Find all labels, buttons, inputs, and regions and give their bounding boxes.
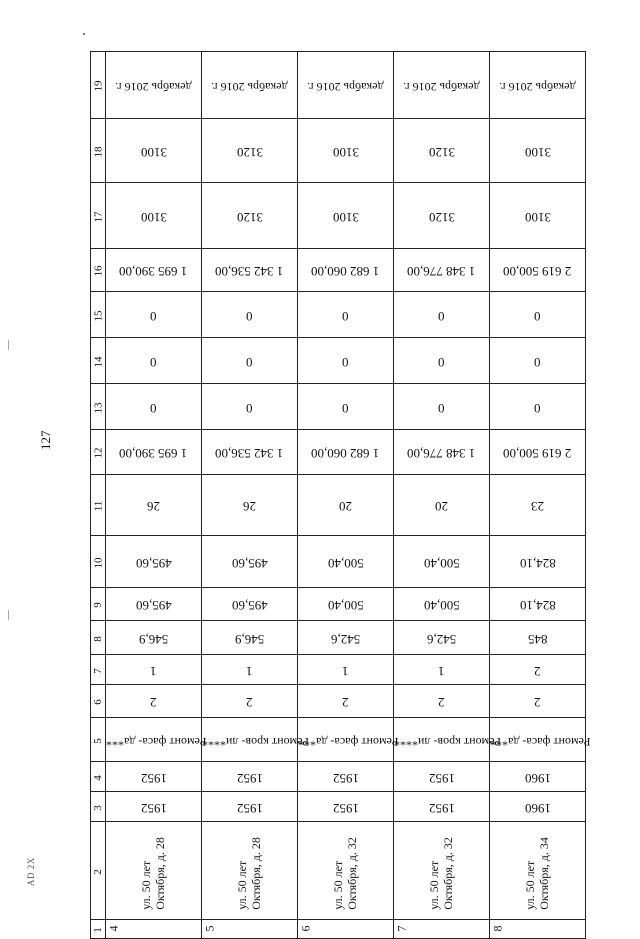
table-cell: 3120: [202, 119, 298, 183]
table-cell: 3100: [298, 119, 394, 183]
table-cell: 0: [202, 338, 298, 384]
table-row-col3: [91, 792, 586, 822]
table-cell: 3120: [394, 119, 490, 183]
table-cell: 1 695 390,00: [106, 430, 202, 475]
corner-mark: AD 2X: [26, 857, 36, 886]
table-cell: 495,60: [202, 536, 298, 588]
col-header-18: 18: [91, 119, 106, 183]
table-cell: 495,60: [202, 588, 298, 621]
table-cell: Ремонт кров- ли****: [394, 718, 490, 762]
table-row-col11: [91, 475, 586, 536]
row-number: 6: [298, 920, 394, 939]
table-cell: Ремонт фаса- да***: [490, 718, 586, 762]
cell-date-r5: декабрь 2016 г.: [202, 52, 298, 119]
table-cell: 1 348 776,00: [394, 430, 490, 475]
col-header-7: 7: [91, 655, 106, 685]
table-row-col14: [91, 338, 586, 384]
scan-dot: [83, 33, 85, 35]
table-cell: 1: [106, 655, 202, 685]
table-cell: 2: [490, 655, 586, 685]
table-cell: 0: [298, 384, 394, 430]
col-header-4: 4: [91, 762, 106, 792]
col-header-16: 16: [91, 249, 106, 292]
table-cell: 542,6: [298, 621, 394, 655]
table-cell: 500,40: [298, 536, 394, 588]
table-cell: Ремонт фаса- да***: [106, 718, 202, 762]
table-cell: 2: [298, 685, 394, 718]
col-header-13: 13: [91, 384, 106, 430]
table-cell: 0: [394, 384, 490, 430]
table-cell: 2: [490, 685, 586, 718]
table-cell: 1952: [394, 792, 490, 822]
table-cell: 1960: [490, 792, 586, 822]
table-cell: 495,60: [106, 588, 202, 621]
table-row-col5: [91, 718, 586, 762]
edge-tick: [8, 610, 9, 620]
col-header-1: 1: [91, 920, 106, 939]
edge-tick: [8, 340, 9, 350]
table-cell: 26: [106, 475, 202, 536]
table-row-col13: [91, 384, 586, 430]
col-header-9: 9: [91, 588, 106, 621]
col-header-2: 2: [91, 822, 106, 920]
row-number: 8: [490, 920, 586, 939]
table-cell: 3100: [106, 183, 202, 249]
table-cell: 0: [106, 292, 202, 338]
table-cell: 1952: [298, 762, 394, 792]
table-cell: 2: [202, 685, 298, 718]
table-cell: 0: [202, 292, 298, 338]
table-row-col12: [91, 430, 586, 475]
table-cell-address: ул. 50 лет Октября, д. 28: [106, 822, 202, 920]
table-cell: 542,6: [394, 621, 490, 655]
table-cell: 0: [202, 384, 298, 430]
table-row-col9: [91, 588, 586, 621]
table-row-col15: [91, 292, 586, 338]
table-cell: 495,60: [106, 536, 202, 588]
col-header-14: 14: [91, 338, 106, 384]
table-row-col8: [91, 621, 586, 655]
row-number: 4: [106, 920, 202, 939]
table-cell: 3120: [394, 183, 490, 249]
cell-date-r6: декабрь 2016 г.: [298, 52, 394, 119]
table-cell: 3100: [106, 119, 202, 183]
table-cell: 1952: [202, 792, 298, 822]
table-cell: 0: [106, 384, 202, 430]
col-header-19: 19: [91, 52, 106, 119]
table-cell: 1 342 536,00: [202, 249, 298, 292]
col-header-5: 5: [91, 718, 106, 762]
col-header-6: 6: [91, 685, 106, 718]
table-row-col7: [91, 655, 586, 685]
table-cell: 1: [202, 655, 298, 685]
table-cell: 20: [394, 475, 490, 536]
table-row-col19: [91, 52, 586, 119]
table-row-col1: [91, 920, 586, 939]
table-row-col6: [91, 685, 586, 718]
table-cell: 1952: [202, 762, 298, 792]
table-cell: 2 619 500,00: [490, 430, 586, 475]
table-cell: 1952: [106, 792, 202, 822]
table-cell: 500,40: [394, 588, 490, 621]
table-cell: 0: [106, 338, 202, 384]
table-cell: 824,10: [490, 588, 586, 621]
table-cell: 2: [394, 685, 490, 718]
table-cell: 1952: [298, 792, 394, 822]
col-header-11: 11: [91, 475, 106, 536]
page-number: 127: [38, 430, 53, 450]
table-cell: 0: [490, 292, 586, 338]
table-cell: 1960: [490, 762, 586, 792]
cell-date-r4: декабрь 2016 г.: [106, 52, 202, 119]
col-header-12: 12: [91, 430, 106, 475]
cell-date-r7: декабрь 2016 г.: [394, 52, 490, 119]
col-header-10: 10: [91, 536, 106, 588]
table-cell: 845: [490, 621, 586, 655]
rotated-data-table: [90, 51, 591, 933]
table-cell: Ремонт кров- ли****: [202, 718, 298, 762]
table-cell: 0: [298, 338, 394, 384]
table-cell-address: ул. 50 лет Октября, д. 32: [394, 822, 490, 920]
table-cell: 3100: [490, 183, 586, 249]
table-cell: 0: [394, 338, 490, 384]
table-row-col4: [91, 762, 586, 792]
cell-date-r8: декабрь 2016 г.: [490, 52, 586, 119]
col-header-17: 17: [91, 183, 106, 249]
col-header-8: 8: [91, 621, 106, 655]
table-cell-address: ул. 50 лет Октября, д. 32: [298, 822, 394, 920]
col-header-15: 15: [91, 292, 106, 338]
table-cell: 1: [394, 655, 490, 685]
row-number: 5: [202, 920, 298, 939]
table-row-col18: [91, 119, 586, 183]
table-cell: 0: [394, 292, 490, 338]
table-cell: 0: [298, 292, 394, 338]
table-row-col17: [91, 183, 586, 249]
table-cell: 546,9: [106, 621, 202, 655]
table-cell: 1 695 390,00: [106, 249, 202, 292]
table-row-col10: [91, 536, 586, 588]
table-cell: 824,10: [490, 536, 586, 588]
row-number: 7: [394, 920, 490, 939]
table-cell: 20: [298, 475, 394, 536]
table-cell: 2 619 500,00: [490, 249, 586, 292]
table-row-col16: [91, 249, 586, 292]
table-cell: 500,40: [298, 588, 394, 621]
table-cell: 1 682 060,00: [298, 249, 394, 292]
table-cell: 1 342 536,00: [202, 430, 298, 475]
table-cell-address: ул. 50 лет Октября, д. 34: [490, 822, 586, 920]
col-header-3: 3: [91, 792, 106, 822]
table-cell: 1: [298, 655, 394, 685]
table-cell: 3120: [202, 183, 298, 249]
table-cell: 23: [490, 475, 586, 536]
table-cell: 1 348 776,00: [394, 249, 490, 292]
table-cell: 0: [490, 338, 586, 384]
table-cell: 1952: [106, 762, 202, 792]
table-cell: 1952: [394, 762, 490, 792]
table-cell: 1 682 060,00: [298, 430, 394, 475]
table-cell-address: ул. 50 лет Октября, д. 28: [202, 822, 298, 920]
table-cell: 2: [106, 685, 202, 718]
table-cell: 0: [490, 384, 586, 430]
table-cell: 546,9: [202, 621, 298, 655]
table-cell: 3100: [490, 119, 586, 183]
table-cell: 26: [202, 475, 298, 536]
table-cell: 500,40: [394, 536, 490, 588]
table-cell: Ремонт фаса- да***: [298, 718, 394, 762]
table-cell: 3100: [298, 183, 394, 249]
